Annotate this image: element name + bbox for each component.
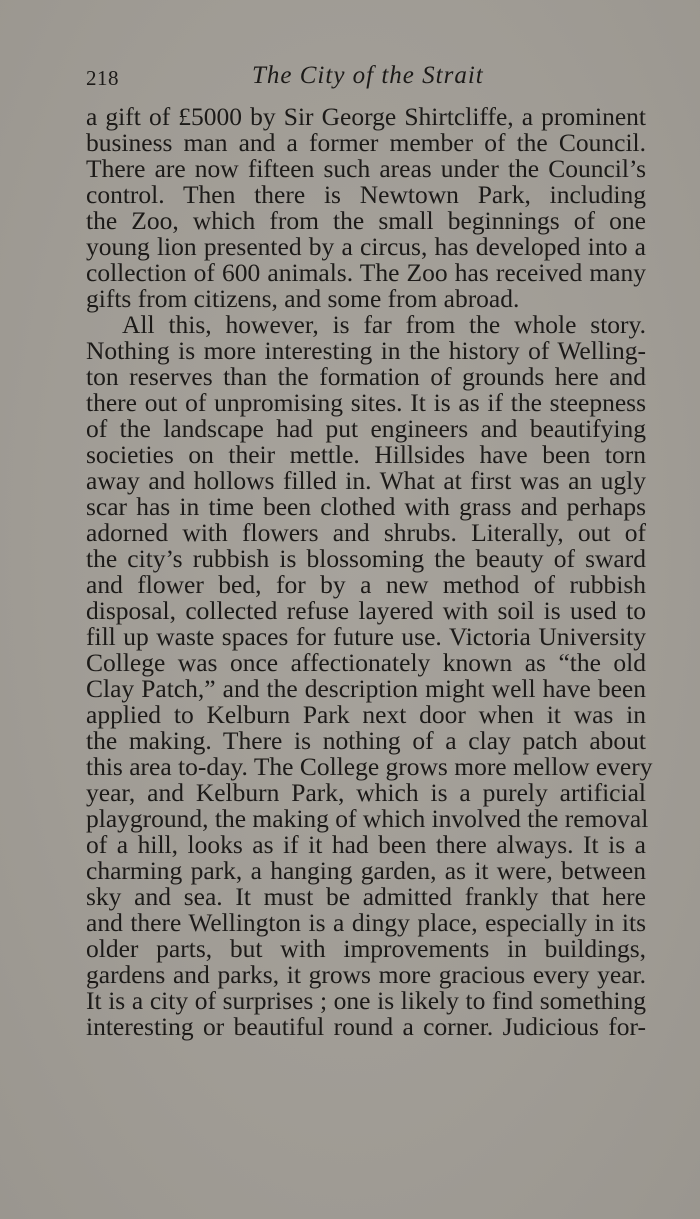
text-line: year, and Kelburn Park, which is a purely artificial: [86, 778, 646, 807]
page-number: 218: [86, 66, 119, 90]
running-title: The City of the Strait: [252, 62, 484, 89]
body-text: [86, 102, 653, 1041]
text-line: ton reserves than the formation of grounds here and: [86, 362, 646, 391]
text-line: applied to Kelburn Park next door when it was in: [86, 700, 646, 729]
text-line: societies on their mettle. Hillsides have been torn: [86, 440, 646, 469]
text-line: of a hill, looks as if it had been there always. It is a: [86, 830, 646, 859]
text-line: adorned with flowers and shrubs. Literally, out of: [86, 518, 646, 547]
text-line: the making. There is nothing of a clay patch about: [86, 726, 646, 755]
text-line: interesting or beautiful round a corner. Judicious for-: [86, 1012, 646, 1041]
text-line: young lion presented by a circus, has developed into a: [86, 232, 646, 261]
text-line: this area to-day. The College grows more mellow every: [86, 752, 653, 781]
text-line: there out of unpromising sites. It is as if the steepness: [86, 388, 646, 417]
text-line: There are now fifteen such areas under the Council’s: [86, 154, 646, 183]
text-line: Nothing is more interesting in the history of Welling-: [86, 336, 646, 365]
text-line: College was once affectionately known as “the old: [86, 648, 646, 677]
text-line: charming park, a hanging garden, as it were, between: [86, 856, 646, 885]
text-line: the Zoo, which from the small beginnings of one: [86, 206, 646, 235]
text-line: sky and sea. It must be admitted frankly that here: [86, 882, 646, 911]
text-line: a gift of £5000 by Sir George Shirtcliffe, a prominent: [86, 102, 646, 131]
text-line: away and hollows filled in. What at first was an ugly: [86, 466, 646, 495]
text-line: gardens and parks, it grows more gracious every year.: [86, 960, 646, 989]
text-line: business man and a former member of the Council.: [86, 128, 646, 157]
text-line: fill up waste spaces for future use. Victoria University: [86, 622, 646, 651]
text-line: scar has in time been clothed with grass and perhaps: [86, 492, 646, 521]
text-line: Clay Patch,” and the description might well have been: [86, 674, 646, 703]
text-line: of the landscape had put engineers and beautifying: [86, 414, 646, 443]
text-line: control. Then there is Newtown Park, including: [86, 180, 646, 209]
text-line: and there Wellington is a dingy place, especially in its: [86, 908, 646, 937]
text-line: All this, however, is far from the whole story.: [122, 310, 646, 339]
text-line: It is a city of surprises ; one is likely to find something: [86, 986, 646, 1015]
text-line: and flower bed, for by a new method of rubbish: [86, 570, 646, 599]
text-line: older parts, but with improvements in buildings,: [86, 934, 646, 963]
running-head: [86, 62, 646, 98]
text-line: collection of 600 animals. The Zoo has received many: [86, 258, 646, 287]
text-line: gifts from citizens, and some from abroad.: [86, 284, 520, 313]
text-line: playground, the making of which involved the removal: [86, 804, 649, 833]
text-line: disposal, collected refuse layered with soil is used to: [86, 596, 646, 625]
text-line: the city’s rubbish is blossoming the beauty of sward: [86, 544, 646, 573]
